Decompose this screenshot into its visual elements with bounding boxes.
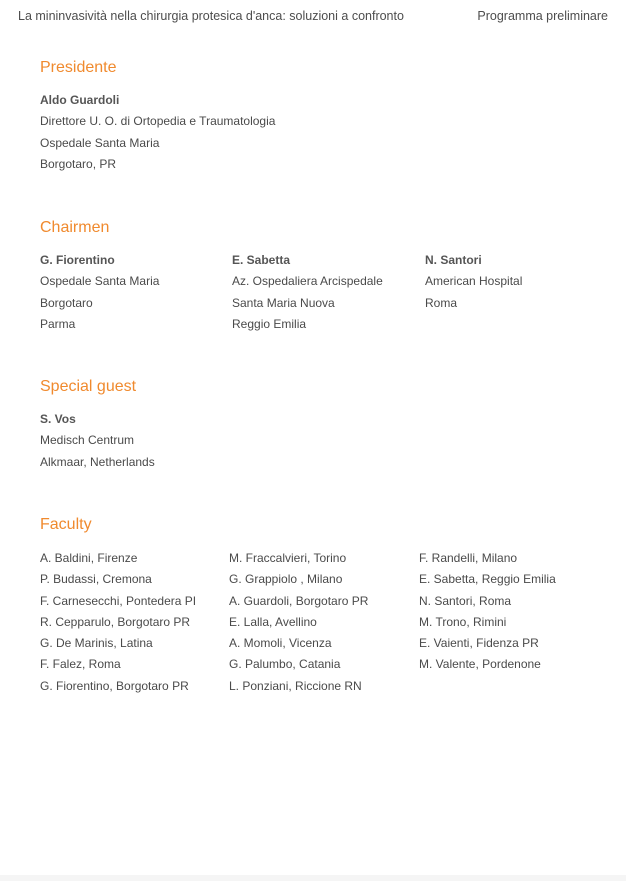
faculty-member: F. Falez, Roma — [40, 657, 121, 672]
faculty-member: E. Lalla, Avellino — [229, 614, 317, 629]
faculty-heading: Faculty — [40, 516, 92, 533]
chairman-line: Borgotaro — [40, 295, 93, 310]
faculty-member: G. Fiorentino, Borgotaro PR — [40, 678, 189, 693]
chairmen-section — [40, 219, 608, 331]
chairman-line: Parma — [40, 316, 76, 331]
faculty-column — [419, 548, 556, 676]
special-guest-name: S. Vos — [40, 412, 76, 426]
special-guest-line: Alkmaar, Netherlands — [40, 454, 155, 469]
chairman-card — [232, 250, 383, 335]
page-header — [18, 9, 608, 23]
special-guest-section — [40, 378, 608, 473]
chairman-line: Az. Ospedaliera Arcispedale — [232, 274, 383, 289]
special-guest-heading: Special guest — [40, 378, 137, 395]
chairman-line: Ospedale Santa Maria — [40, 274, 160, 289]
faculty-member: N. Santori, Roma — [419, 593, 512, 608]
faculty-member: G. De Marinis, Latina — [40, 636, 153, 651]
chairman-name: N. Santori — [425, 253, 482, 267]
chairman-card — [40, 250, 159, 335]
faculty-member: A. Baldini, Firenze — [40, 551, 138, 565]
faculty-member: G. Grappiolo , Milano — [229, 572, 343, 587]
faculty-member: A. Momoli, Vicenza — [229, 636, 332, 651]
chairman-card — [425, 250, 522, 314]
faculty-member: E. Vaienti, Fidenza PR — [419, 636, 539, 651]
faculty-column — [40, 548, 196, 697]
chairman-line: Reggio Emilia — [232, 316, 307, 331]
faculty-member: M. Fraccalvieri, Torino — [229, 551, 347, 565]
document-title: La mininvasività nella chirurgia protesica d'anca: soluzioni a confronto — [18, 9, 404, 23]
chairman-line: Roma — [425, 295, 458, 310]
special-guest-line: Medisch Centrum — [40, 433, 135, 448]
faculty-member: M. Trono, Rimini — [419, 614, 507, 629]
chairman-name: E. Sabetta — [232, 253, 291, 267]
presidente-line: Ospedale Santa Maria — [40, 135, 160, 150]
presidente-line: Borgotaro, PR — [40, 156, 117, 171]
program-label: Programma preliminare — [477, 9, 608, 23]
chairman-name: G. Fiorentino — [40, 253, 115, 267]
faculty-section — [40, 516, 608, 708]
presidente-heading: Presidente — [40, 59, 117, 76]
chairman-line: Santa Maria Nuova — [232, 295, 335, 310]
faculty-member: A. Guardoli, Borgotaro PR — [229, 593, 369, 608]
faculty-member: F. Randelli, Milano — [419, 551, 518, 565]
presidente-section — [40, 59, 608, 175]
chairmen-heading: Chairmen — [40, 219, 110, 236]
faculty-member: M. Valente, Pordenone — [419, 657, 541, 672]
page-bottom-edge — [0, 875, 626, 881]
faculty-member: L. Ponziani, Riccione RN — [229, 678, 362, 693]
chairman-line: American Hospital — [425, 274, 523, 289]
presidente-line: Direttore U. O. di Ortopedia e Traumatologia — [40, 114, 276, 129]
presidente-name: Aldo Guardoli — [40, 93, 120, 107]
faculty-member: G. Palumbo, Catania — [229, 657, 341, 672]
faculty-member: E. Sabetta, Reggio Emilia — [419, 572, 556, 587]
faculty-column — [229, 548, 368, 697]
faculty-member: R. Cepparulo, Borgotaro PR — [40, 614, 191, 629]
faculty-member: P. Budassi, Cremona — [40, 572, 152, 587]
faculty-member: F. Carnesecchi, Pontedera PI — [40, 593, 197, 608]
